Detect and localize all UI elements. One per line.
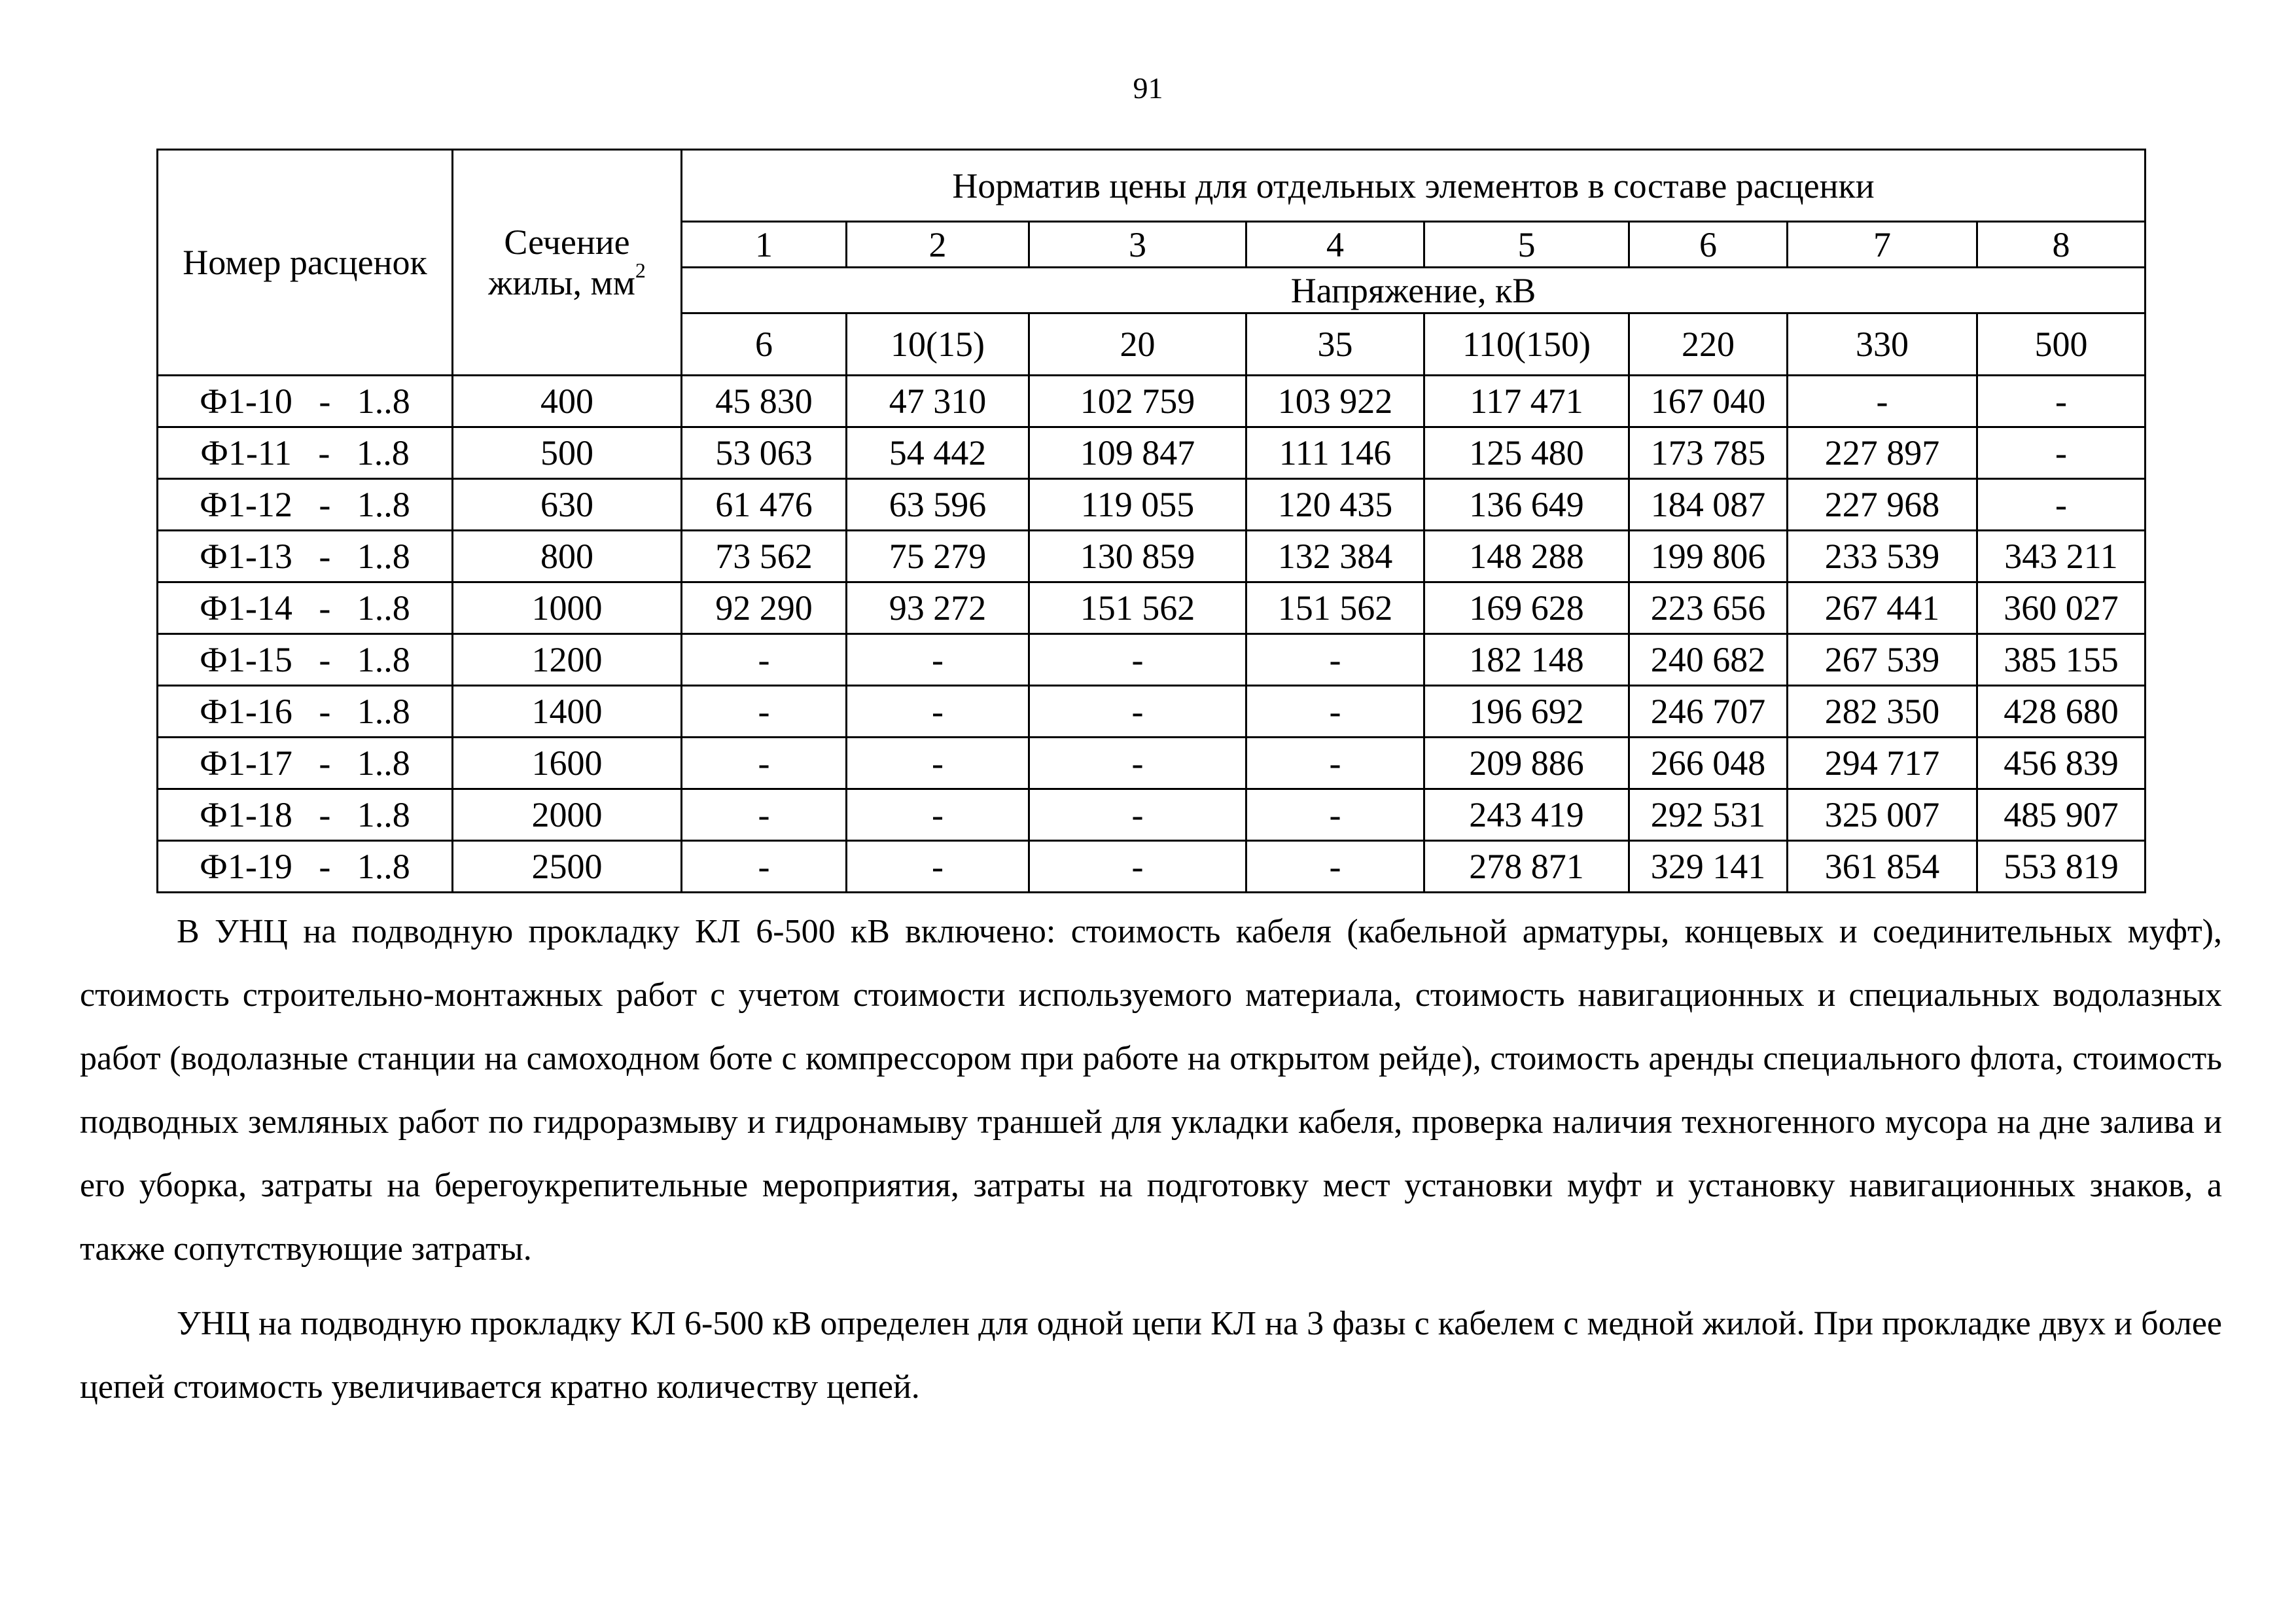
price-cell: 184 087 [1629, 479, 1788, 531]
section-cell: 800 [453, 531, 682, 582]
price-cell: 294 717 [1788, 738, 1977, 789]
table-row [158, 738, 2146, 789]
price-cell: - [1029, 634, 1246, 686]
price-cell: - [1246, 686, 1424, 738]
header-index-cell: 2 [847, 222, 1029, 268]
price-cell: 292 531 [1629, 789, 1788, 841]
price-cell: 132 384 [1246, 531, 1424, 582]
price-cell: - [1246, 738, 1424, 789]
price-cell: - [1977, 376, 2146, 427]
price-cell: - [1977, 479, 2146, 531]
price-cell: 240 682 [1629, 634, 1788, 686]
price-cell: 148 288 [1424, 531, 1629, 582]
price-cell: - [847, 841, 1029, 893]
rate-code-cell: Ф1-11 - 1..8 [158, 427, 453, 479]
page-number: 91 [1133, 71, 1163, 105]
table-row [158, 531, 2146, 582]
header-voltage-cell: 220 [1629, 313, 1788, 376]
section-cell: 1200 [453, 634, 682, 686]
table-row [158, 427, 2146, 479]
price-cell: 209 886 [1424, 738, 1629, 789]
table-row [158, 376, 2146, 427]
price-cell: 45 830 [682, 376, 847, 427]
price-cell: 199 806 [1629, 531, 1788, 582]
rate-code-cell: Ф1-14 - 1..8 [158, 582, 453, 634]
rate-code-cell: Ф1-15 - 1..8 [158, 634, 453, 686]
price-cell: 136 649 [1424, 479, 1629, 531]
price-cell: 119 055 [1029, 479, 1246, 531]
header-index-cell: 4 [1246, 222, 1424, 268]
section-cell: 400 [453, 376, 682, 427]
price-cell: 485 907 [1977, 789, 2146, 841]
price-cell: - [1029, 686, 1246, 738]
price-cell: 266 048 [1629, 738, 1788, 789]
price-cell: - [847, 686, 1029, 738]
price-cell: - [1246, 634, 1424, 686]
section-cell: 1600 [453, 738, 682, 789]
price-cell: 167 040 [1629, 376, 1788, 427]
price-cell: 267 441 [1788, 582, 1977, 634]
price-cell: 233 539 [1788, 531, 1977, 582]
price-cell: - [847, 738, 1029, 789]
price-cell: 93 272 [847, 582, 1029, 634]
section-cell: 1000 [453, 582, 682, 634]
price-cell: 227 968 [1788, 479, 1977, 531]
price-cell: 329 141 [1629, 841, 1788, 893]
price-cell: 243 419 [1424, 789, 1629, 841]
price-cell: 227 897 [1788, 427, 1977, 479]
rate-code-cell: Ф1-19 - 1..8 [158, 841, 453, 893]
price-cell: - [1246, 789, 1424, 841]
header-index-cell: 6 [1629, 222, 1788, 268]
section-cell: 630 [453, 479, 682, 531]
header-voltage-cell: 35 [1246, 313, 1424, 376]
price-cell: 151 562 [1246, 582, 1424, 634]
price-cell: 169 628 [1424, 582, 1629, 634]
header-voltage-cell: 500 [1977, 313, 2146, 376]
rate-code-cell: Ф1-18 - 1..8 [158, 789, 453, 841]
header-voltage-cell: 6 [682, 313, 847, 376]
table-row [158, 634, 2146, 686]
price-cell: 102 759 [1029, 376, 1246, 427]
section-cell: 1400 [453, 686, 682, 738]
price-cell: 54 442 [847, 427, 1029, 479]
price-cell: 53 063 [682, 427, 847, 479]
table-row [158, 582, 2146, 634]
price-cell: 553 819 [1977, 841, 2146, 893]
price-cell: 75 279 [847, 531, 1029, 582]
price-cell: 61 476 [682, 479, 847, 531]
price-cell: 196 692 [1424, 686, 1629, 738]
price-cell: - [682, 738, 847, 789]
price-cell: - [682, 789, 847, 841]
price-cell: 103 922 [1246, 376, 1424, 427]
price-cell: 109 847 [1029, 427, 1246, 479]
price-cell: 282 350 [1788, 686, 1977, 738]
price-cell: 63 596 [847, 479, 1029, 531]
header-section: Сечение жилы, $мм^2$ [453, 150, 682, 376]
price-cell: 130 859 [1029, 531, 1246, 582]
price-cell: 456 839 [1977, 738, 2146, 789]
price-cell: 173 785 [1629, 427, 1788, 479]
price-cell: 151 562 [1029, 582, 1246, 634]
price-cell: 278 871 [1424, 841, 1629, 893]
price-cell: 223 656 [1629, 582, 1788, 634]
header-voltage-cell: 20 [1029, 313, 1246, 376]
price-cell: - [847, 789, 1029, 841]
price-cell: - [1029, 789, 1246, 841]
header-voltage: Напряжение, кВ [682, 268, 2146, 313]
price-cell: 361 854 [1788, 841, 1977, 893]
header-voltage-cell: 10(15) [847, 313, 1029, 376]
price-cell: - [1029, 738, 1246, 789]
header-index-cell: 5 [1424, 222, 1629, 268]
price-cell: 325 007 [1788, 789, 1977, 841]
price-cell: - [682, 841, 847, 893]
price-cell: 182 148 [1424, 634, 1629, 686]
rates-table [156, 149, 2146, 893]
price-cell: 267 539 [1788, 634, 1977, 686]
price-cell: 428 680 [1977, 686, 2146, 738]
price-cell: 120 435 [1246, 479, 1424, 531]
paragraph-1: В УНЦ на подводную прокладку КЛ 6-500 кВ включено: стоимость кабеля (кабельной арматуры, концевых и соединительных муфт), стоимость строительно-монтажных работ с учетом стоимости используемого материала, стоимость навигационных и специальных водолазных работ (водолазные станции на самоходном боте с компрессором при работе на открытом рейде), стоимость аренды специального флота, стоимость подводных земляных работ по гидроразмыву и гидронамыву траншей для укладки кабеля, проверка наличия техногенного мусора на дне залива и его уборка, затраты на берегоукрепительные мероприятия, затраты на подготовку мест установки муфт и установку навигационных знаков, а также сопутствующие затраты. [80, 913, 2222, 1268]
price-cell: - [1977, 427, 2146, 479]
table-row [158, 686, 2146, 738]
price-cell: 117 471 [1424, 376, 1629, 427]
rate-code-cell: Ф1-16 - 1..8 [158, 686, 453, 738]
price-cell: 73 562 [682, 531, 847, 582]
header-index-cell: 3 [1029, 222, 1246, 268]
price-cell: 92 290 [682, 582, 847, 634]
price-cell: 385 155 [1977, 634, 2146, 686]
price-cell: 360 027 [1977, 582, 2146, 634]
price-cell: 47 310 [847, 376, 1029, 427]
price-cell: 125 480 [1424, 427, 1629, 479]
rate-code-cell: Ф1-17 - 1..8 [158, 738, 453, 789]
rate-code-cell: Ф1-12 - 1..8 [158, 479, 453, 531]
price-cell: - [682, 686, 847, 738]
rate-code-cell: Ф1-13 - 1..8 [158, 531, 453, 582]
price-cell: 111 146 [1246, 427, 1424, 479]
paragraph-2: УНЦ на подводную прокладку КЛ 6-500 кВ определен для одной цепи КЛ на 3 фазы с кабелем с медной жилой. При прокладке двух и более цепей стоимость увеличивается кратно количеству цепей. [80, 1305, 2222, 1406]
price-cell: 246 707 [1629, 686, 1788, 738]
table-row [158, 479, 2146, 531]
header-norm: Норматив цены для отдельных элементов в составе расценки [682, 150, 2146, 222]
section-cell: 500 [453, 427, 682, 479]
price-cell: - [682, 634, 847, 686]
price-cell: - [847, 634, 1029, 686]
section-cell: 2500 [453, 841, 682, 893]
table-row [158, 841, 2146, 893]
price-cell: - [1246, 841, 1424, 893]
header-index-cell: 1 [682, 222, 847, 268]
header-index-cell: 8 [1977, 222, 2146, 268]
header-index-cell: 7 [1788, 222, 1977, 268]
section-cell: 2000 [453, 789, 682, 841]
header-voltage-cell: 330 [1788, 313, 1977, 376]
header-row-norm [158, 150, 2146, 222]
rate-code-cell: Ф1-10 - 1..8 [158, 376, 453, 427]
header-voltage-cell: 110(150) [1424, 313, 1629, 376]
table-row [158, 789, 2146, 841]
price-cell: - [1029, 841, 1246, 893]
price-cell: - [1788, 376, 1977, 427]
price-cell: 343 211 [1977, 531, 2146, 582]
header-code: Номер расценок [158, 150, 453, 376]
